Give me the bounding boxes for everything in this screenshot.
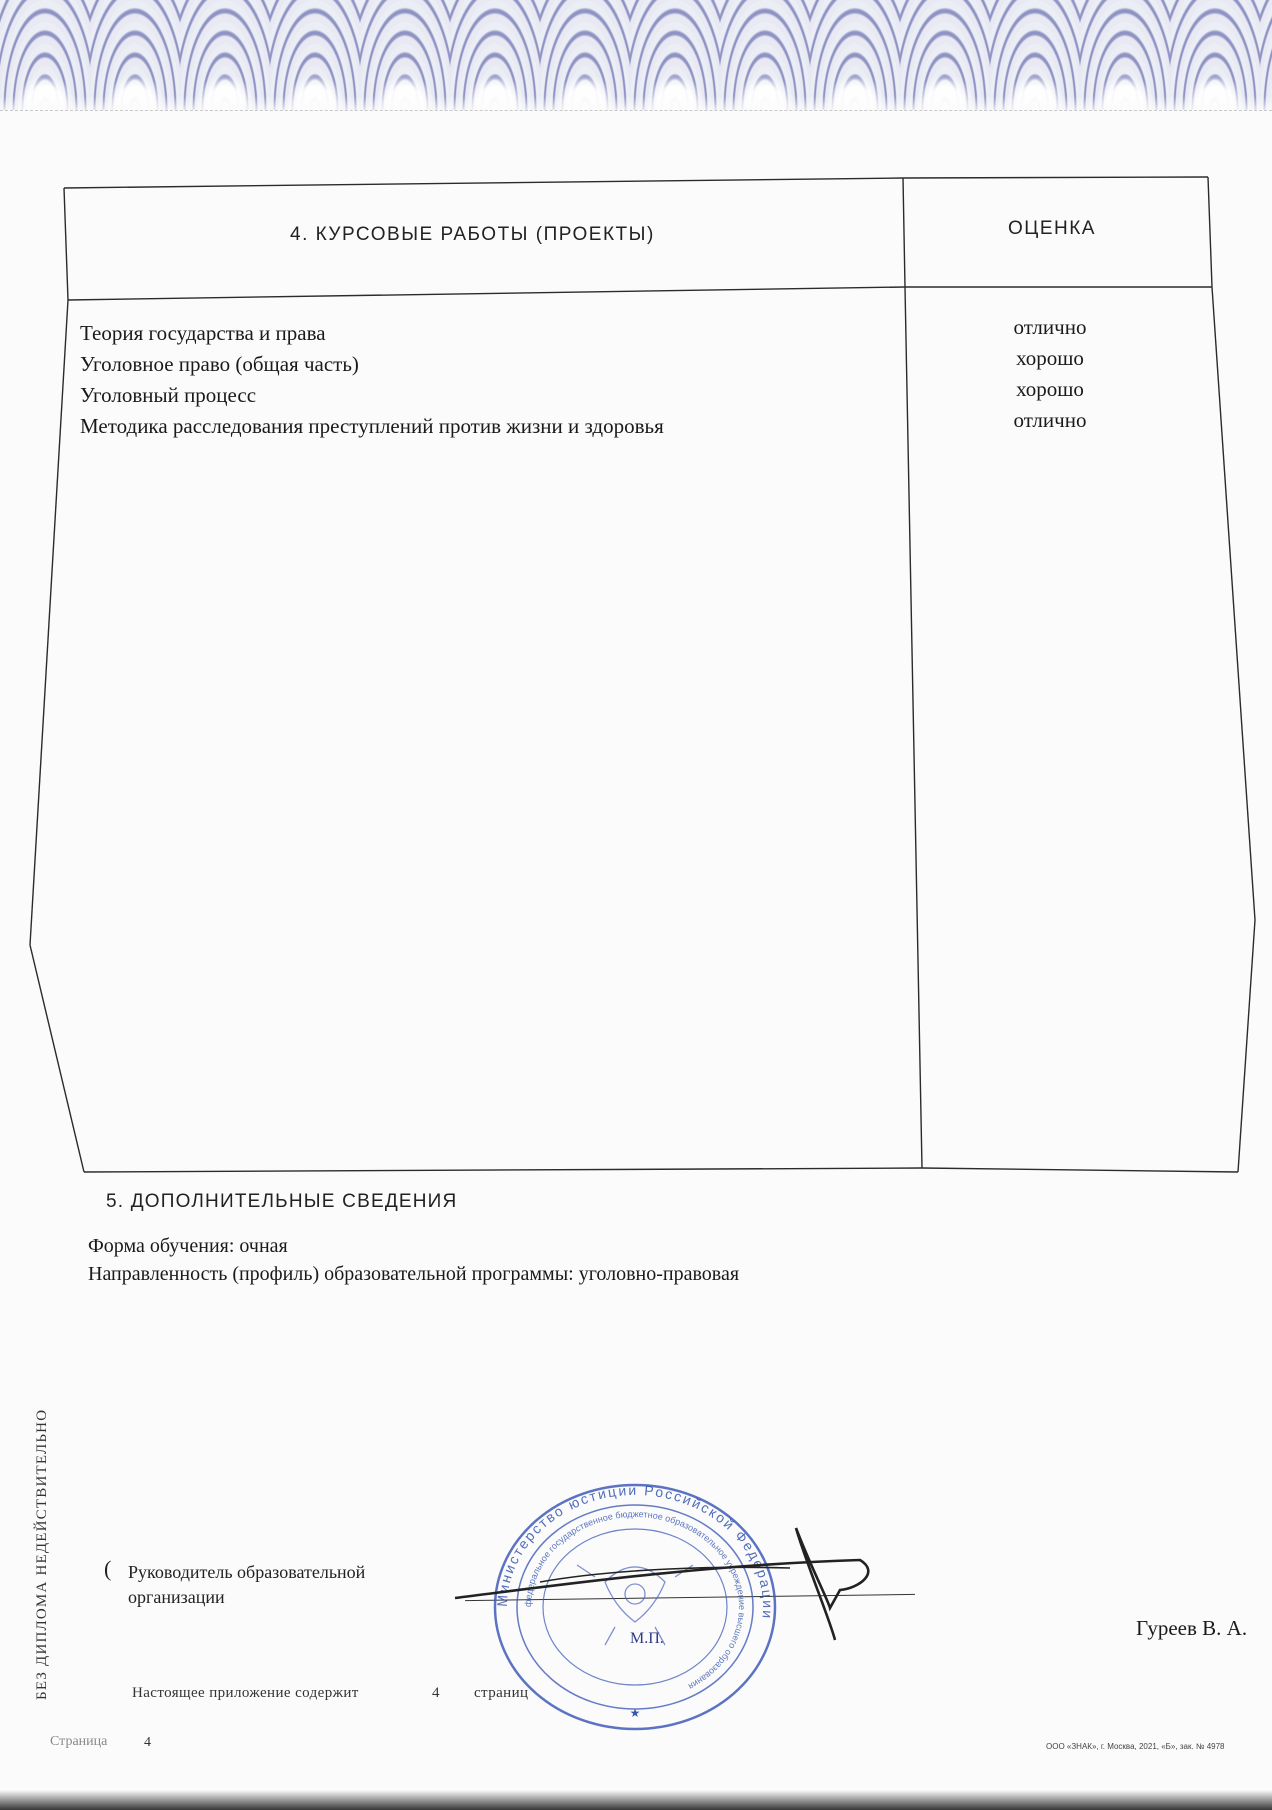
courses-header: 4. КУРСОВЫЕ РАБОТЫ (ПРОЕКТЫ) bbox=[290, 224, 655, 245]
course-grade: хорошо bbox=[1016, 346, 1084, 370]
svg-text:Министерство юстиции Российско: Министерство юстиции Российской Федерации bbox=[493, 1482, 777, 1621]
appendix-count: 4 bbox=[432, 1685, 440, 1701]
svg-text:★: ★ bbox=[629, 1706, 641, 1720]
signatory-role bbox=[128, 1560, 365, 1610]
course-grade: хорошо bbox=[1016, 377, 1084, 401]
additional-info bbox=[88, 1232, 739, 1288]
appendix-label: Настоящее приложение содержит bbox=[132, 1685, 359, 1701]
bracket-mark: ( bbox=[104, 1556, 112, 1581]
seal-place-mark: М.П. bbox=[630, 1630, 664, 1647]
course-grade: отлично bbox=[1013, 315, 1087, 339]
study-form: Форма обучения: очная bbox=[88, 1235, 288, 1257]
course-name: Теория государства и права bbox=[80, 321, 326, 345]
role-line: Руководитель образовательной bbox=[128, 1562, 366, 1582]
course-name: Уголовный процесс bbox=[80, 383, 257, 407]
page-label: Страница bbox=[50, 1734, 108, 1749]
grade-list bbox=[975, 312, 1125, 436]
printer-imprint: ООО «ЗНАК», г. Москва, 2021, «Б», зак. № 4978 bbox=[1046, 1742, 1225, 1751]
course-grade: отлично bbox=[1013, 408, 1087, 432]
page-number: 4 bbox=[144, 1735, 151, 1750]
scan-edge-shadow bbox=[0, 1790, 1272, 1810]
svg-text:федеральное государственное бю: федеральное государственное бюджетное образовательное учреждение высшего образования bbox=[522, 1508, 748, 1692]
program-profile: Направленность (профиль) образовательной программы: уголовно-правовая bbox=[88, 1263, 740, 1285]
signatory-name: Гуреев В. А. bbox=[1136, 1616, 1248, 1640]
course-list bbox=[80, 318, 860, 442]
appendix-unit: страниц bbox=[474, 1685, 529, 1701]
official-seal bbox=[490, 1482, 780, 1732]
additional-info-heading: 5. ДОПОЛНИТЕЛЬНЫЕ СВЕДЕНИЯ bbox=[106, 1191, 458, 1212]
role-line: организации bbox=[128, 1587, 225, 1607]
grade-header: ОЦЕНКА bbox=[1008, 218, 1096, 239]
course-name: Методика расследования преступлений против жизни и здоровья bbox=[80, 414, 664, 438]
validity-note: БЕЗ ДИПЛОМА НЕДЕЙСТВИТЕЛЬНО bbox=[34, 1408, 50, 1700]
course-name: Уголовное право (общая часть) bbox=[80, 352, 359, 376]
